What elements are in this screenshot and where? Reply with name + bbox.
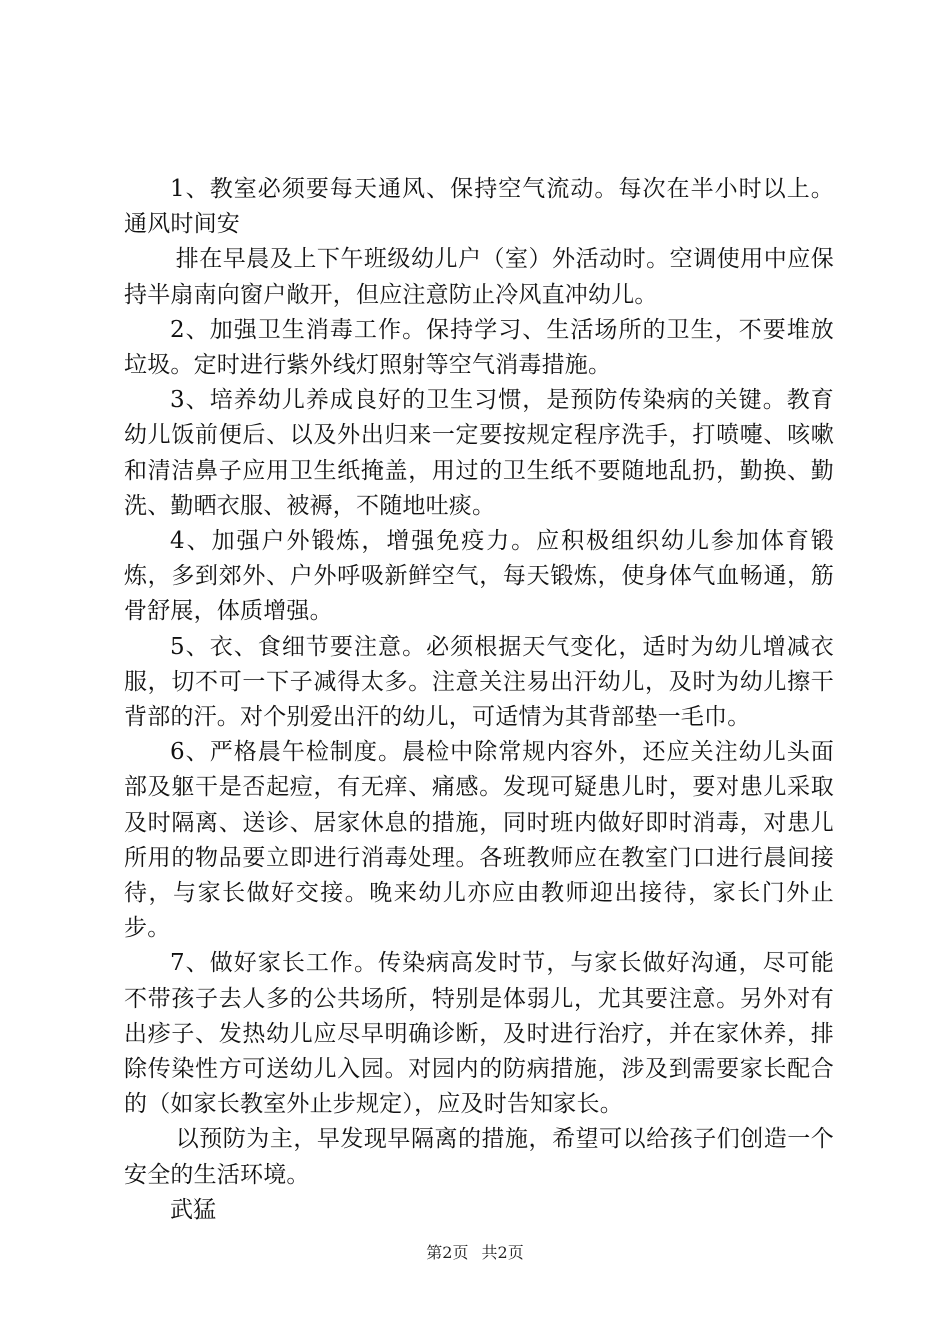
paragraph-8: 7、做好家长工作。传染病高发时节，与家长做好沟通，尽可能不带孩子去人多的公共场所，特别是体弱儿，尤其要注意。另外对有出疹子、发热幼儿应尽早明确诊断，及时进行治疗，并在家休养，排除传染性方可送幼儿入园。对园内的防病措施，涉及到需要家长配合的（如家长教室外止步规定），应及时告知家长。 <box>124 950 834 1118</box>
document-body <box>124 172 834 1228</box>
signature: 武猛 <box>170 1196 216 1223</box>
paragraph-2: 排在早晨及上下午班级幼儿户（室）外活动时。空调使用中应保持半扇南向窗户敞开，但应注意防止冷风直冲幼儿。 <box>124 246 834 308</box>
page-number: 第2页 <box>426 1243 469 1262</box>
paragraph-7: 6、严格晨午检制度。晨检中除常规内容外，还应关注幼儿头面部及躯干是否起痘，有无痒、痛感。发现可疑患儿时，要对患儿采取及时隔离、送诊、居家休息的措施，同时班内做好即时消毒，对患儿所用的物品要立即进行消毒处理。各班教师应在教室门口进行晨间接待，与家长做好交接。晚来幼儿亦应由教师迎出接待，家长门外止步。 <box>124 739 834 942</box>
paragraph-6: 5、衣、食细节要注意。必须根据天气变化，适时为幼儿增减衣服，切不可一下子减得太多。注意关注易出汗幼儿，及时为幼儿擦干背部的汗。对个别爱出汗的幼儿，可适情为其背部垫一毛巾。 <box>124 633 834 731</box>
paragraph-9: 以预防为主，早发现早隔离的措施，希望可以给孩子们创造一个安全的生活环境。 <box>124 1126 834 1188</box>
paragraph-4: 3、培养幼儿养成良好的卫生习惯，是预防传染病的关键。教育幼儿饭前便后、以及外出归来一定要按规定程序洗手，打喷嚏、咳嗽和清洁鼻子应用卫生纸掩盖，用过的卫生纸不要随地乱扔，勤换、勤洗、勤晒衣服、被褥，不随地吐痰。 <box>124 387 834 519</box>
page-total: 共2页 <box>481 1243 524 1262</box>
page-footer <box>0 1243 950 1263</box>
paragraph-1: 1、教室必须要每天通风、保持空气流动。每次在半小时以上。通风时间安 <box>124 176 834 238</box>
paragraph-3: 2、加强卫生消毒工作。保持学习、生活场所的卫生，不要堆放垃圾。定时进行紫外线灯照射等空气消毒措施。 <box>124 316 834 379</box>
paragraph-5: 4、加强户外锻炼，增强免疫力。应积极组织幼儿参加体育锻炼，多到郊外、户外呼吸新鲜空气，每天锻炼，使身体气血畅通，筋骨舒展，体质增强。 <box>124 528 834 625</box>
